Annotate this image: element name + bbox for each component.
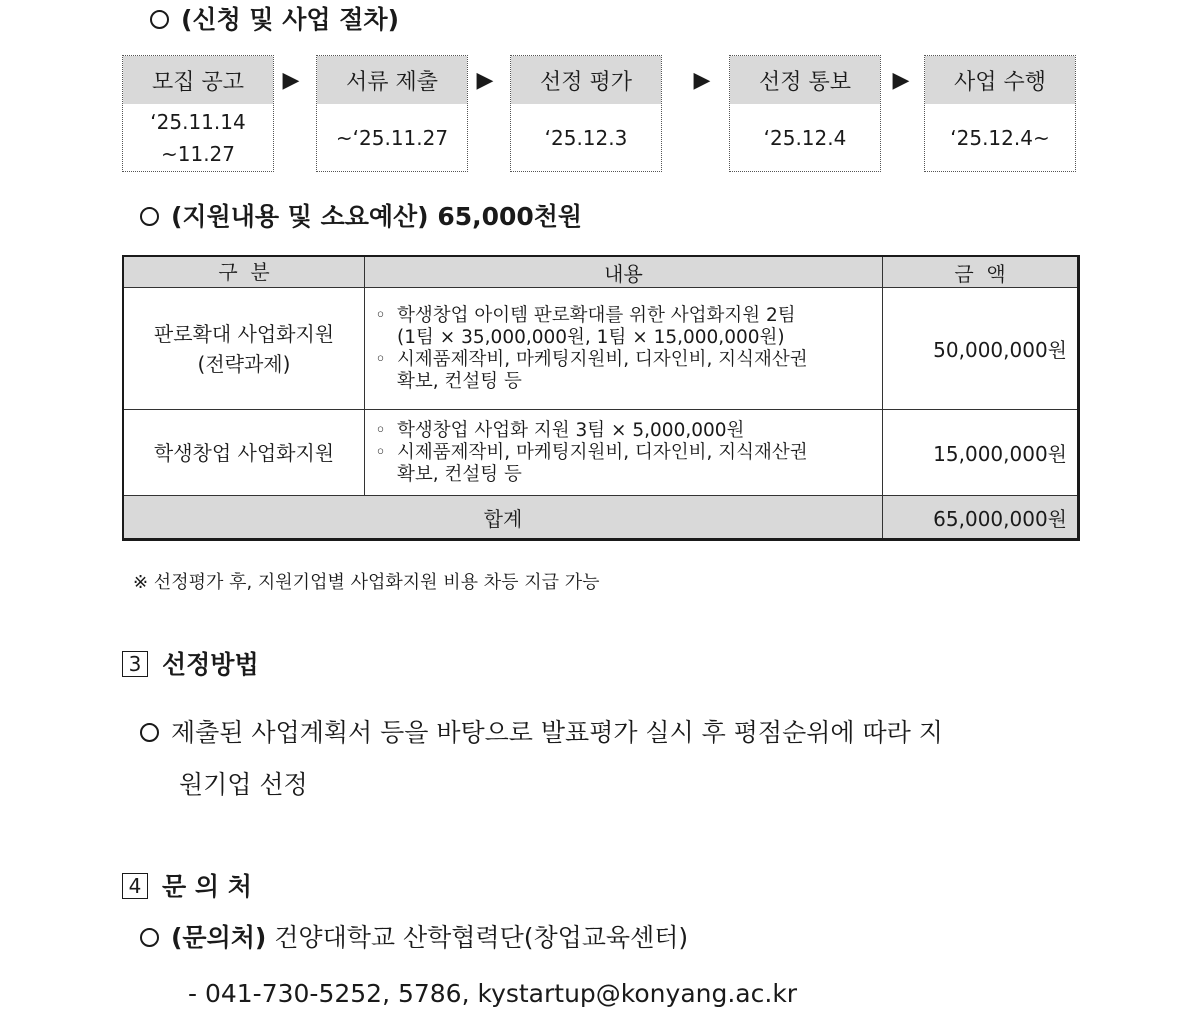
category-subtitle: (전략과제) [197, 351, 291, 376]
step-date: ‘25.12.3 [544, 125, 628, 150]
step-name: 선정 통보 [730, 56, 880, 104]
step-date: ‘25.12.4 [763, 125, 847, 150]
arrow-right-icon: ▶ [693, 68, 711, 93]
process-step-notify [729, 55, 881, 172]
contact-detail: - 041-730-5252, 5786, kystartup@konyang.ac.kr [188, 979, 798, 1008]
bullet-icon: ◦ [375, 441, 386, 463]
total-amount: 65,000,000원 [883, 496, 1079, 540]
process-step-execute [924, 55, 1076, 172]
budget-table [122, 255, 1080, 541]
header-content: 내용 [365, 256, 883, 288]
section-budget-title: (지원내용 및 소요예산) 65,000천원 [171, 202, 583, 231]
bullet-icon: ◦ [375, 304, 386, 326]
step-name: 모집 공고 [123, 56, 273, 104]
circle-bullet-icon [140, 723, 159, 742]
section4-contact [140, 912, 688, 964]
content-item-text: 시제품제작비, 마케팅지원비, 디자인비, 지식재산권 [397, 441, 808, 463]
content-item [375, 442, 874, 464]
arrow-right-icon: ▶ [282, 68, 300, 93]
arrow-right-icon: ▶ [892, 68, 910, 93]
content-item-continuation: 확보, 컨설팅 등 [397, 463, 522, 485]
budget-note: ※ 선정평가 후, 지원기업별 사업화지원 비용 차등 지급 가능 [133, 572, 600, 593]
content-item [375, 420, 874, 442]
section3-title: 선정방법 [162, 650, 259, 679]
process-step-evaluate [510, 55, 662, 172]
row-amount: 15,000,000원 [883, 410, 1079, 496]
table-total-row [123, 496, 1079, 540]
row-category [123, 288, 365, 410]
header-amount: 금 액 [883, 256, 1079, 288]
section3-line2: 원기업 선정 [179, 770, 308, 799]
section4-heading [122, 867, 252, 903]
content-item-continuation: 확보, 컨설팅 등 [397, 370, 522, 392]
content-item-continuation: (1팀 × 35,000,000원, 1팀 × 15,000,000원) [397, 326, 785, 348]
bullet-icon: ◦ [375, 419, 386, 441]
category-name: 학생창업 사업화지원 [153, 440, 335, 465]
step-name: 선정 평가 [511, 56, 661, 104]
content-item-text: 학생창업 아이템 판로확대를 위한 사업화지원 2팀 [397, 304, 796, 326]
section3-line1 [140, 707, 943, 759]
step-date: ‘25.11.14 ~11.27 [150, 109, 246, 166]
content-item [375, 349, 874, 371]
step-name: 서류 제출 [317, 56, 467, 104]
section-number-box: 4 [122, 873, 148, 899]
section4-title: 문 의 처 [162, 872, 252, 901]
circle-bullet-icon [140, 928, 159, 947]
row-content [365, 288, 883, 410]
contact-label: (문의처) [171, 923, 267, 952]
step-date: ‘25.12.4~ [950, 125, 1050, 150]
arrow-right-icon: ▶ [476, 68, 494, 93]
category-name: 판로확대 사업화지원 [153, 321, 335, 346]
step-name: 사업 수행 [925, 56, 1075, 104]
row-amount: 50,000,000원 [883, 288, 1079, 410]
circle-bullet-icon [140, 207, 159, 226]
content-item-text: 학생창업 사업화 지원 3팀 × 5,000,000원 [397, 419, 745, 441]
row-content [365, 410, 883, 496]
content-item-text: 시제품제작비, 마케팅지원비, 디자인비, 지식재산권 [397, 348, 808, 370]
total-label: 합계 [123, 496, 883, 540]
table-header-row [123, 256, 1079, 288]
section3-line1-text: 제출된 사업계획서 등을 바탕으로 발표평가 실시 후 평점순위에 따라 지 [171, 718, 943, 747]
process-step-submit [316, 55, 468, 172]
row-category [123, 410, 365, 496]
content-item [375, 305, 874, 327]
section3-heading [122, 645, 259, 681]
header-category: 구 분 [123, 256, 365, 288]
section-procedure-title: (신청 및 사업 절차) [181, 5, 400, 34]
section-number-box: 3 [122, 651, 148, 677]
circle-bullet-icon [150, 10, 169, 29]
section-budget-heading [140, 197, 582, 233]
process-step-recruit [122, 55, 274, 172]
contact-org: 건양대학교 산학협력단(창업교육센터) [274, 923, 689, 952]
table-row [123, 288, 1079, 410]
table-row [123, 410, 1079, 496]
step-date: ~‘25.11.27 [335, 125, 449, 150]
section-procedure-heading [150, 0, 399, 36]
section3-paragraph [140, 707, 943, 811]
bullet-icon: ◦ [375, 348, 386, 370]
